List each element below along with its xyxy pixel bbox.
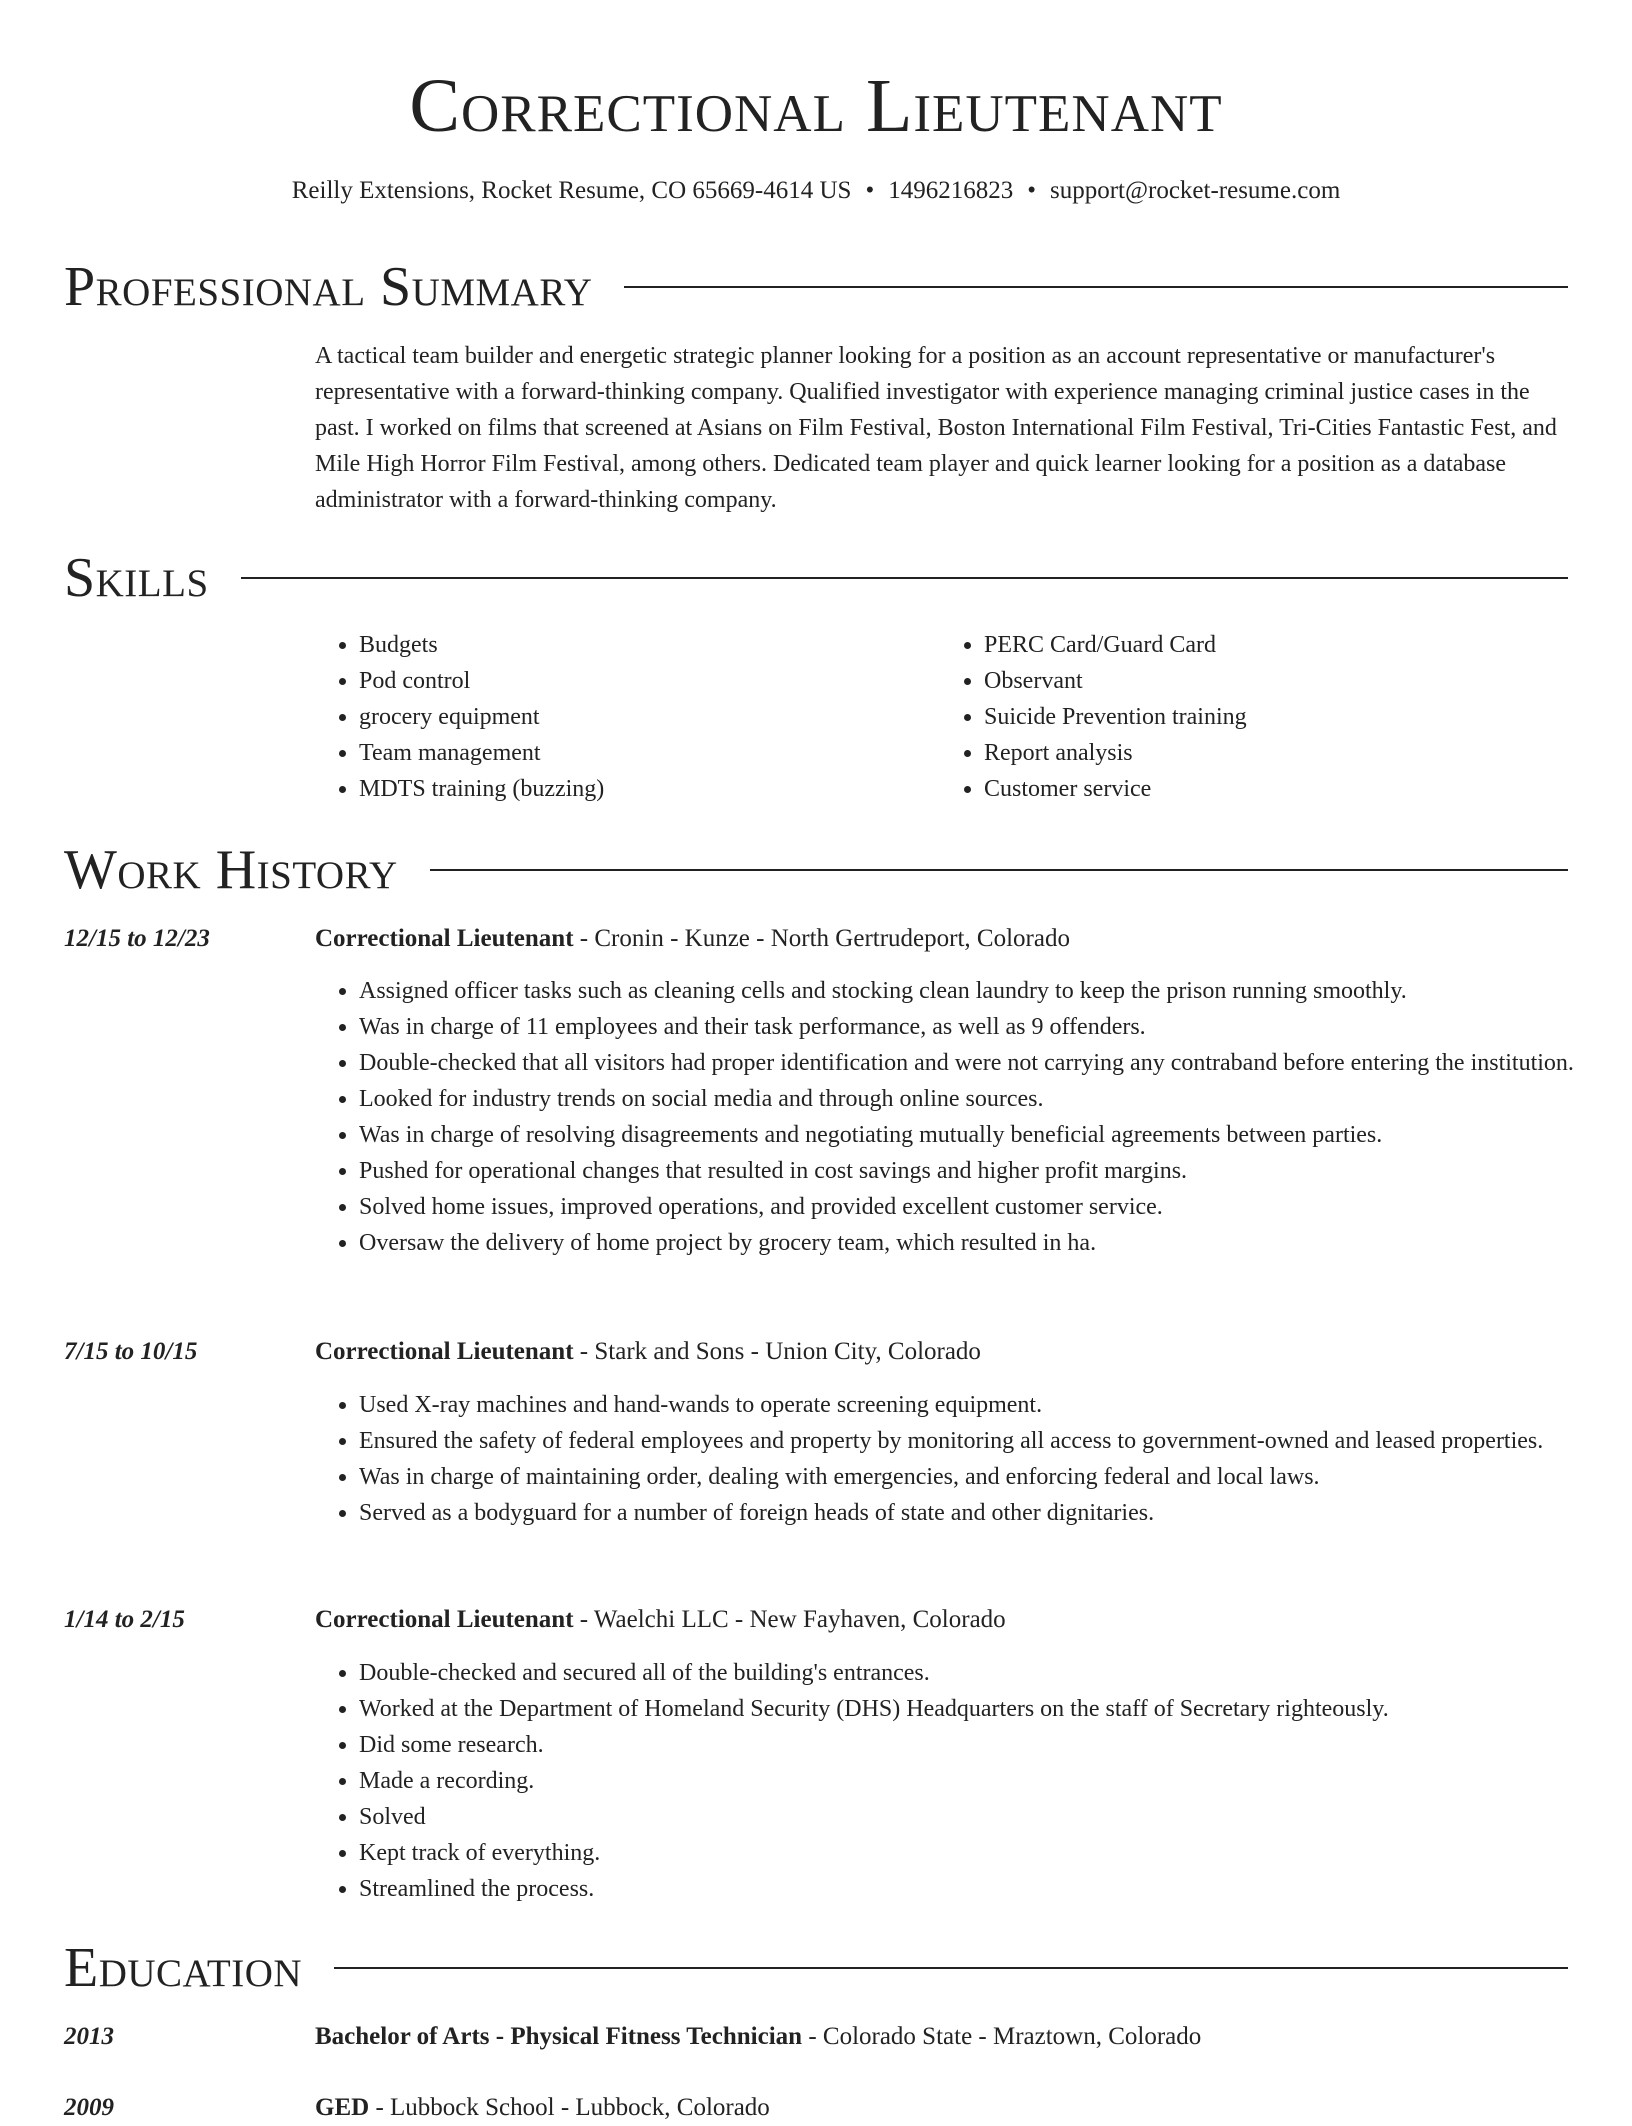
summary-text: A tactical team builder and energetic strategic planner looking for a position as an account representative or manufacturer's representative with a forward-thinking company. Qualified investigator with experience managing criminal justice cases in the past. I worked on films that screened at Asians on Film Festival, Boston International Film Festival, Tri-Cities Fantastic Fest, and Mile High Horror Film Festival, among others. Dedicated team player and quick learner looking for a position as a database administrator with a forward-thinking company.	[315, 343, 1557, 513]
job-duties	[315, 973, 1612, 1261]
duty-item: • Made a recording.	[359, 1763, 1612, 1799]
skill-item: • grocery equipment	[359, 699, 940, 735]
section-title-summary: Professional Summary	[64, 256, 593, 318]
job-employer: - Waelchi LLC - New Fayhaven, Colorado	[573, 1606, 1006, 1633]
section-title-skills: Skills	[64, 547, 209, 609]
duty-item: • Double-checked that all visitors had proper identification and were not carrying any contraband before entering the institution.	[359, 1045, 1612, 1081]
job-heading	[315, 1334, 981, 1370]
education-heading	[315, 2019, 1201, 2055]
skills-column-right	[940, 627, 1565, 807]
duty-item: • Assigned officer tasks such as cleaning cells and stocking clean laundry to keep the prison running smoothly.	[359, 973, 1612, 1009]
job-heading	[315, 1602, 1006, 1638]
email: support@rocket-resume.com	[1049, 177, 1341, 204]
skill-item: • Report analysis	[984, 735, 1565, 771]
section-divider	[624, 286, 1568, 288]
degree: Bachelor of Arts - Physical Fitness Technician	[315, 2023, 803, 2050]
section-title-education: Education	[64, 1937, 303, 1999]
job-title: Correctional Lieutenant	[315, 925, 574, 952]
skills-list	[315, 627, 1565, 807]
duty-item: • Used X-ray machines and hand-wands to operate screening equipment.	[359, 1387, 1612, 1423]
duty-item: • Solved	[359, 1799, 1612, 1835]
job-dates: 12/15 to 12/23	[64, 925, 210, 952]
duty-item: • Served as a bodyguard for a number of foreign heads of state and other dignitaries.	[359, 1495, 1612, 1531]
job-title: Correctional Lieutenant	[315, 1338, 574, 1365]
duty-item: • Double-checked and secured all of the building's entrances.	[359, 1655, 1612, 1691]
skill-item: • Budgets	[359, 627, 940, 663]
school: - Colorado State - Mraztown, Colorado	[802, 2023, 1202, 2050]
duty-item: • Solved home issues, improved operations, and provided excellent customer service.	[359, 1189, 1612, 1225]
section-divider	[334, 1967, 1568, 1969]
duty-item: • Was in charge of resolving disagreements and negotiating mutually beneficial agreements between parties.	[359, 1117, 1612, 1153]
section-title-work: Work History	[64, 839, 398, 901]
job-heading	[315, 921, 1070, 957]
address: Reilly Extensions, Rocket Resume, CO 65669-4614 US	[291, 177, 852, 204]
duty-item: • Did some research.	[359, 1727, 1612, 1763]
degree: GED	[315, 2094, 370, 2121]
duty-item: • Pushed for operational changes that resulted in cost savings and higher profit margins.	[359, 1153, 1612, 1189]
duty-item: • Was in charge of maintaining order, dealing with emergencies, and enforcing federal and local laws.	[359, 1459, 1612, 1495]
duty-item: • Kept track of everything.	[359, 1835, 1612, 1871]
education-year: 2013	[64, 2023, 114, 2050]
education-year: 2009	[64, 2094, 114, 2121]
duty-item: • Was in charge of 11 employees and their task performance, as well as 9 offenders.	[359, 1009, 1612, 1045]
work-header	[64, 837, 1568, 903]
job-duties	[315, 1655, 1612, 1907]
separator: •	[1027, 177, 1036, 204]
job-employer: - Cronin - Kunze - North Gertrudeport, Colorado	[573, 925, 1070, 952]
skill-item: • MDTS training (buzzing)	[359, 771, 940, 807]
section-divider	[430, 869, 1568, 871]
duty-item: • Looked for industry trends on social media and through online sources.	[359, 1081, 1612, 1117]
job-dates: 7/15 to 10/15	[64, 1338, 198, 1365]
duty-item: • Streamlined the process.	[359, 1871, 1612, 1907]
skills-column-left	[315, 627, 940, 807]
school: - Lubbock School - Lubbock, Colorado	[369, 2094, 770, 2121]
duty-item: • Ensured the safety of federal employees and property by monitoring all access to government-owned and leased properties.	[359, 1423, 1612, 1459]
contact-line	[0, 174, 1632, 208]
education-heading	[315, 2090, 770, 2126]
skill-item: • Customer service	[984, 771, 1565, 807]
job-employer: - Stark and Sons - Union City, Colorado	[573, 1338, 981, 1365]
job-dates: 1/14 to 2/15	[64, 1606, 185, 1633]
skill-item: • Suicide Prevention training	[984, 699, 1565, 735]
education-header	[64, 1935, 1568, 2001]
skill-item: • Pod control	[359, 663, 940, 699]
summary-header	[64, 254, 1568, 320]
job-title: Correctional Lieutenant	[315, 1606, 574, 1633]
candidate-name: Correctional Lieutenant	[409, 64, 1223, 148]
duty-item: • Oversaw the delivery of home project by grocery team, which resulted in ha.	[359, 1225, 1612, 1261]
skill-item: • Observant	[984, 663, 1565, 699]
duty-item: • Worked at the Department of Homeland Security (DHS) Headquarters on the staff of Secretary righteously.	[359, 1691, 1612, 1727]
skill-item: • Team management	[359, 735, 940, 771]
skills-header	[64, 545, 1568, 611]
phone: 1496216823	[888, 177, 1014, 204]
job-duties	[315, 1387, 1612, 1531]
separator: •	[865, 177, 875, 204]
section-divider	[241, 577, 1568, 579]
skill-item: • PERC Card/Guard Card	[984, 627, 1565, 663]
